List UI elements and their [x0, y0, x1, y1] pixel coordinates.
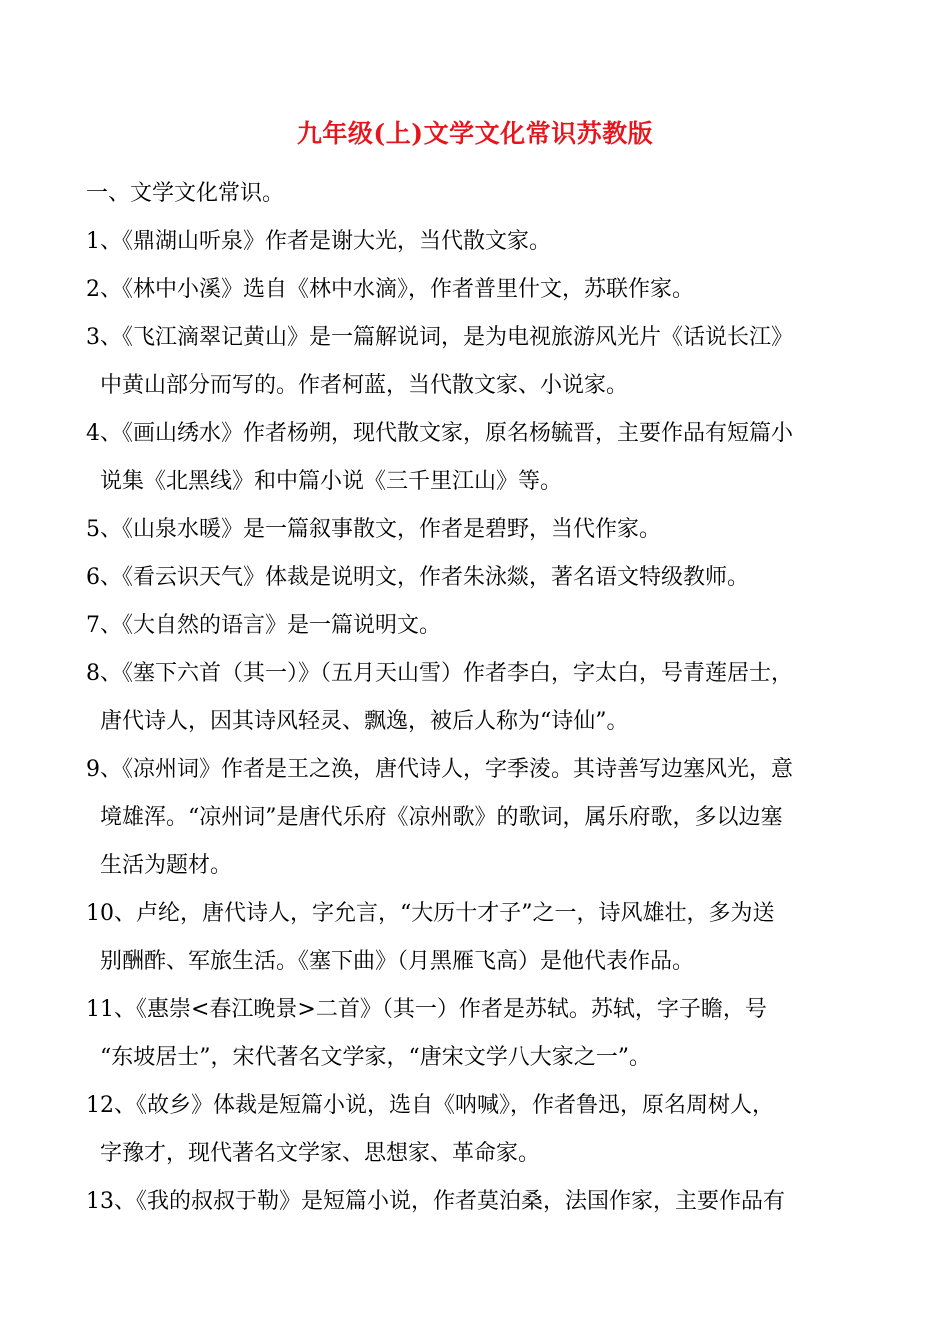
item-line-continued: 字豫才，现代著名文学家、思想家、革命家。	[100, 1141, 541, 1166]
list-item	[86, 1082, 876, 1178]
list-item	[86, 890, 876, 986]
item-line-continued: 别酬酢、军旅生活。《塞下曲》（月黑雁飞高）是他代表作品。	[100, 949, 695, 974]
list-item	[86, 410, 876, 506]
list-item	[86, 266, 876, 314]
item-line: 2、《林中小溪》选自《林中水滴》，作者普里什文，苏联作家。	[86, 277, 694, 302]
item-line: 1、《鼎湖山听泉》作者是谢大光，当代散文家。	[86, 229, 551, 254]
item-line: 10、卢纶，唐代诗人，字允言，“大历十才子”之一，诗风雄壮，多为送	[86, 901, 775, 926]
list-item	[86, 218, 876, 266]
item-line-continued: 说集《北黑线》和中篇小说《三千里江山》等。	[100, 469, 563, 494]
item-line-continued: 唐代诗人，因其诗风轻灵、飘逸，被后人称为“诗仙”。	[100, 709, 629, 734]
list-item	[86, 650, 876, 746]
item-line: 9、《凉州词》作者是王之涣，唐代诗人，字季淩。其诗善写边塞风光，意	[86, 757, 793, 782]
list-item	[86, 314, 876, 410]
item-line: 11、《惠崇<春江晚景>二首》（其一）作者是苏轼。苏轼，字子瞻，号	[86, 997, 767, 1022]
section-heading: 一、文学文化常识。	[86, 181, 285, 206]
item-line: 7、《大自然的语言》是一篇说明文。	[86, 613, 441, 638]
list-item	[86, 986, 876, 1082]
list-item	[86, 1178, 876, 1226]
item-line: 4、《画山绣水》作者杨朔，现代散文家，原名杨毓晋，主要作品有短篇小	[86, 421, 793, 446]
document-body	[86, 170, 876, 1226]
item-line: 3、《飞江滴翠记黄山》是一篇解说词，是为电视旅游风光片《话说长江》	[86, 325, 793, 350]
list-item	[86, 746, 876, 890]
item-line: 12、《故乡》体裁是短篇小说，选自《呐喊》，作者鲁迅，原名周树人，	[86, 1093, 774, 1118]
item-line-continued: 境雄浑。“凉州词”是唐代乐府《凉州歌》的歌词，属乐府歌，多以边塞	[100, 805, 783, 830]
list-item	[86, 602, 876, 650]
list-item	[86, 554, 876, 602]
item-line-continued: 生活为题材。	[100, 853, 233, 878]
item-line-continued: “东坡居士”，宋代著名文学家，“唐宋文学八大家之一”。	[100, 1045, 651, 1070]
document-title: 九年级(上)文学文化常识苏教版	[296, 119, 654, 148]
item-line-continued: 中黄山部分而写的。作者柯蓝，当代散文家、小说家。	[100, 373, 629, 398]
item-line: 5、《山泉水暖》是一篇叙事散文，作者是碧野，当代作家。	[86, 517, 661, 542]
item-line: 6、《看云识天气》体裁是说明文，作者朱泳燚，著名语文特级教师。	[86, 565, 749, 590]
item-line: 8、《塞下六首（其一）》（五月天山雪）作者李白，字太白，号青莲居士，	[86, 661, 793, 686]
item-line: 13、《我的叔叔于勒》是短篇小说，作者莫泊桑，法国作家，主要作品有	[86, 1189, 785, 1214]
list-item	[86, 506, 876, 554]
